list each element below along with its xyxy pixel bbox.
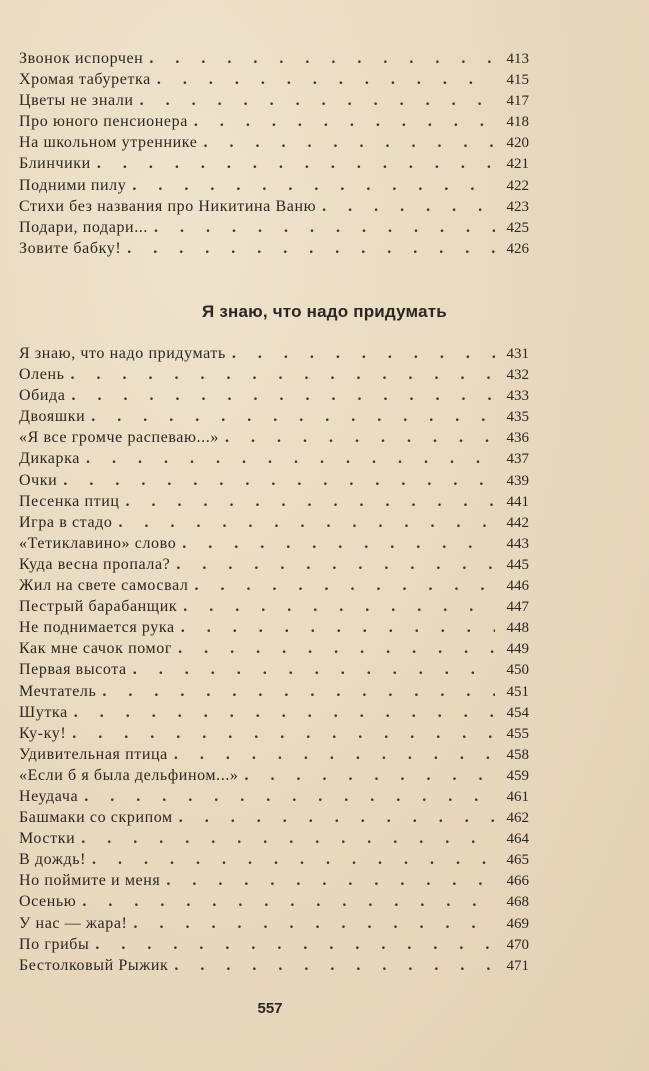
toc-entry-title: Песенка птиц xyxy=(19,492,120,510)
toc-entry xyxy=(19,343,529,364)
toc-entry xyxy=(19,153,529,174)
toc-dot-leader xyxy=(183,596,495,617)
toc-entry xyxy=(19,891,529,912)
toc-entry xyxy=(19,90,529,111)
toc-entry-page: 454 xyxy=(506,704,529,721)
toc-entry-title: «Я все громче распеваю...» xyxy=(19,429,219,447)
toc-entry-title: Неудача xyxy=(19,787,79,805)
toc-dot-leader xyxy=(95,934,495,955)
toc-entry xyxy=(19,786,529,807)
toc-entry xyxy=(19,702,529,723)
toc-dot-leader xyxy=(157,69,495,90)
toc-entry-title: Я знаю, что надо придумать xyxy=(19,345,226,362)
toc-entry-page: 466 xyxy=(506,873,529,890)
toc-entry-title: Дикарка xyxy=(19,450,80,468)
toc-entry-page: 458 xyxy=(506,746,529,763)
toc-dot-leader xyxy=(166,870,495,891)
toc-entry xyxy=(19,175,529,196)
toc-entry xyxy=(19,828,529,849)
toc-entry-title: Звонок испорчен xyxy=(19,50,144,67)
toc-entry-page: 443 xyxy=(506,535,529,552)
toc-dot-leader xyxy=(149,48,495,69)
toc-entry xyxy=(19,617,529,638)
toc-entry xyxy=(19,765,529,786)
toc-entry-page: 417 xyxy=(506,93,529,110)
toc-entry-page: 459 xyxy=(506,767,529,784)
toc-entry-page: 464 xyxy=(506,831,529,848)
toc-entry-page: 426 xyxy=(506,240,529,257)
toc-entry xyxy=(19,659,529,680)
toc-dot-leader xyxy=(81,828,495,849)
toc-entry-title: Зовите бабку! xyxy=(19,239,122,257)
toc-entry-page: 465 xyxy=(506,852,529,869)
toc-entry-page: 448 xyxy=(506,620,529,637)
toc-entry-title: Подари, подари... xyxy=(19,218,149,236)
toc-entry-page: 451 xyxy=(506,683,529,700)
toc-entry xyxy=(19,385,529,406)
toc-entry xyxy=(19,533,529,554)
toc-entry-page: 447 xyxy=(506,599,529,616)
toc-entry-title: Игра в стадо xyxy=(19,513,113,531)
toc-entry-title: «Тетиклавино» слово xyxy=(19,534,177,552)
toc-entry-page: 431 xyxy=(506,346,529,362)
toc-entry-page: 439 xyxy=(506,472,529,489)
toc-entry xyxy=(19,723,529,744)
toc-entry xyxy=(19,955,529,976)
toc-dot-leader xyxy=(232,343,495,364)
toc-entry-title: В дождь! xyxy=(19,851,87,869)
toc-entry-page: 468 xyxy=(506,894,529,911)
toc-entry-title: Куда весна пропала? xyxy=(19,555,171,573)
toc-dot-leader xyxy=(74,702,495,723)
toc-entry-title: Очки xyxy=(19,471,58,489)
toc-dot-leader xyxy=(119,512,495,533)
toc-entry-page: 450 xyxy=(506,662,529,679)
toc-dot-leader xyxy=(133,913,495,934)
toc-entry-page: 461 xyxy=(506,788,529,805)
toc-entry-title: Подними пилу xyxy=(19,176,127,194)
toc-entry xyxy=(19,934,529,955)
toc-entry-page: 420 xyxy=(506,135,529,152)
toc-entry xyxy=(19,870,529,891)
toc-entry-title: Бестолковый Рыжик xyxy=(19,956,169,974)
toc-entry xyxy=(19,238,529,259)
toc-entry-title: Башмаки со скрипом xyxy=(19,809,173,827)
toc-entry xyxy=(19,744,529,765)
toc-entry xyxy=(19,364,529,385)
toc-entry-page: 471 xyxy=(506,957,529,974)
toc-entry-title: Но поймите и меня xyxy=(19,872,161,890)
toc-entry xyxy=(19,69,529,90)
toc-entry-title: Олень xyxy=(19,366,65,384)
toc-dot-leader xyxy=(181,617,495,638)
toc-dot-leader xyxy=(133,659,495,680)
toc-entry xyxy=(19,681,529,702)
toc-dot-leader xyxy=(140,90,495,111)
toc-dot-leader xyxy=(245,765,495,786)
toc-entry-title: Цветы не знали xyxy=(19,92,134,110)
toc-entry-title: Не поднимается рука xyxy=(19,619,175,637)
toc-dot-leader xyxy=(72,723,495,744)
section-heading: Я знаю, что надо придумать xyxy=(202,302,447,321)
toc-entry-page: 418 xyxy=(506,114,529,131)
toc-entry-title: Двояшки xyxy=(19,408,86,426)
toc-entry xyxy=(19,196,529,217)
toc-entry-page: 446 xyxy=(506,578,529,595)
toc-dot-leader xyxy=(154,217,495,238)
toc-dot-leader xyxy=(174,955,495,976)
toc-entry-page: 436 xyxy=(506,430,529,447)
toc-entry xyxy=(19,849,529,870)
toc-entry-title: По грибы xyxy=(19,935,90,953)
toc-entry-title: У нас — жара! xyxy=(19,914,128,932)
toc-dot-leader xyxy=(126,491,495,512)
toc-entry-page: 425 xyxy=(506,219,529,236)
toc-dot-leader xyxy=(179,807,495,828)
toc-dot-leader xyxy=(71,364,496,385)
toc-dot-leader xyxy=(97,153,495,174)
toc-entry-page: 441 xyxy=(506,493,529,510)
toc-dot-leader xyxy=(72,385,496,406)
toc-entry xyxy=(19,638,529,659)
toc-entry-page: 413 xyxy=(506,51,529,67)
toc-entry xyxy=(19,596,529,617)
toc-entry-page: 435 xyxy=(506,409,529,426)
toc-list-top xyxy=(19,48,529,259)
toc-entry xyxy=(19,406,529,427)
toc-entry xyxy=(19,554,529,575)
toc-dot-leader xyxy=(195,575,496,596)
toc-dot-leader xyxy=(178,638,495,659)
toc-entry-page: 433 xyxy=(506,388,529,405)
toc-entry-page: 449 xyxy=(506,641,529,658)
toc-entry-title: Пестрый барабанщик xyxy=(19,598,178,616)
toc-entry-title: Мечтатель xyxy=(19,682,97,700)
toc-entry-page: 442 xyxy=(506,514,529,531)
toc-entry xyxy=(19,427,529,448)
toc-dot-leader xyxy=(102,681,495,702)
toc-entry xyxy=(19,48,529,69)
toc-entry xyxy=(19,807,529,828)
toc-dot-leader xyxy=(182,533,495,554)
toc-entry xyxy=(19,575,529,596)
toc-entry-title: Ку-ку! xyxy=(19,724,67,742)
toc-entry-page: 437 xyxy=(506,451,529,468)
toc-dot-leader xyxy=(132,175,495,196)
toc-entry-title: «Если б я была дельфином...» xyxy=(19,766,239,784)
toc-dot-leader xyxy=(203,132,495,153)
toc-dot-leader xyxy=(194,111,495,132)
toc-entry-title: Обида xyxy=(19,387,66,405)
toc-entry-title: Про юного пенсионера xyxy=(19,113,188,131)
toc-entry-page: 423 xyxy=(506,198,529,215)
toc-list-section xyxy=(19,343,529,976)
toc-dot-leader xyxy=(174,744,495,765)
toc-entry-page: 470 xyxy=(506,936,529,953)
toc-entry-title: Шутка xyxy=(19,703,68,721)
page-number: 557 xyxy=(257,1000,283,1017)
toc-dot-leader xyxy=(91,406,495,427)
toc-entry-title: Блинчики xyxy=(19,155,91,173)
toc-entry-page: 455 xyxy=(506,725,529,742)
toc-entry-page: 445 xyxy=(506,556,529,573)
toc-dot-leader xyxy=(322,196,495,217)
toc-entry-title: Удивительная птица xyxy=(19,745,168,763)
toc-entry-title: Хромая табуретка xyxy=(19,71,151,89)
toc-dot-leader xyxy=(86,448,495,469)
toc-entry-title: Осенью xyxy=(19,893,77,911)
toc-entry-title: Первая высота xyxy=(19,661,127,679)
toc-dot-leader xyxy=(92,849,495,870)
toc-entry-title: Жил на свете самосвал xyxy=(19,577,189,595)
toc-entry xyxy=(19,448,529,469)
toc-entry-title: На школьном утреннике xyxy=(19,134,198,152)
toc-entry xyxy=(19,217,529,238)
toc-entry xyxy=(19,512,529,533)
toc-entry xyxy=(19,111,529,132)
toc-entry xyxy=(19,470,529,491)
toc-dot-leader xyxy=(84,786,495,807)
toc-entry xyxy=(19,491,529,512)
toc-entry-title: Мостки xyxy=(19,830,76,848)
toc-entry xyxy=(19,913,529,934)
toc-entry-page: 432 xyxy=(506,367,529,384)
toc-dot-leader xyxy=(63,470,495,491)
toc-dot-leader xyxy=(225,427,495,448)
toc-entry-page: 422 xyxy=(506,177,529,194)
toc-entry-title: Как мне сачок помог xyxy=(19,640,173,658)
toc-entry-page: 415 xyxy=(506,72,529,89)
toc-entry-page: 421 xyxy=(506,156,529,173)
toc-dot-leader xyxy=(176,554,495,575)
toc-entry-page: 469 xyxy=(506,915,529,932)
toc-dot-leader xyxy=(82,891,495,912)
toc-dot-leader xyxy=(127,238,495,259)
toc-entry-title: Стихи без названия про Никитина Ваню xyxy=(19,197,317,215)
toc-entry-page: 462 xyxy=(506,810,529,827)
toc-entry xyxy=(19,132,529,153)
